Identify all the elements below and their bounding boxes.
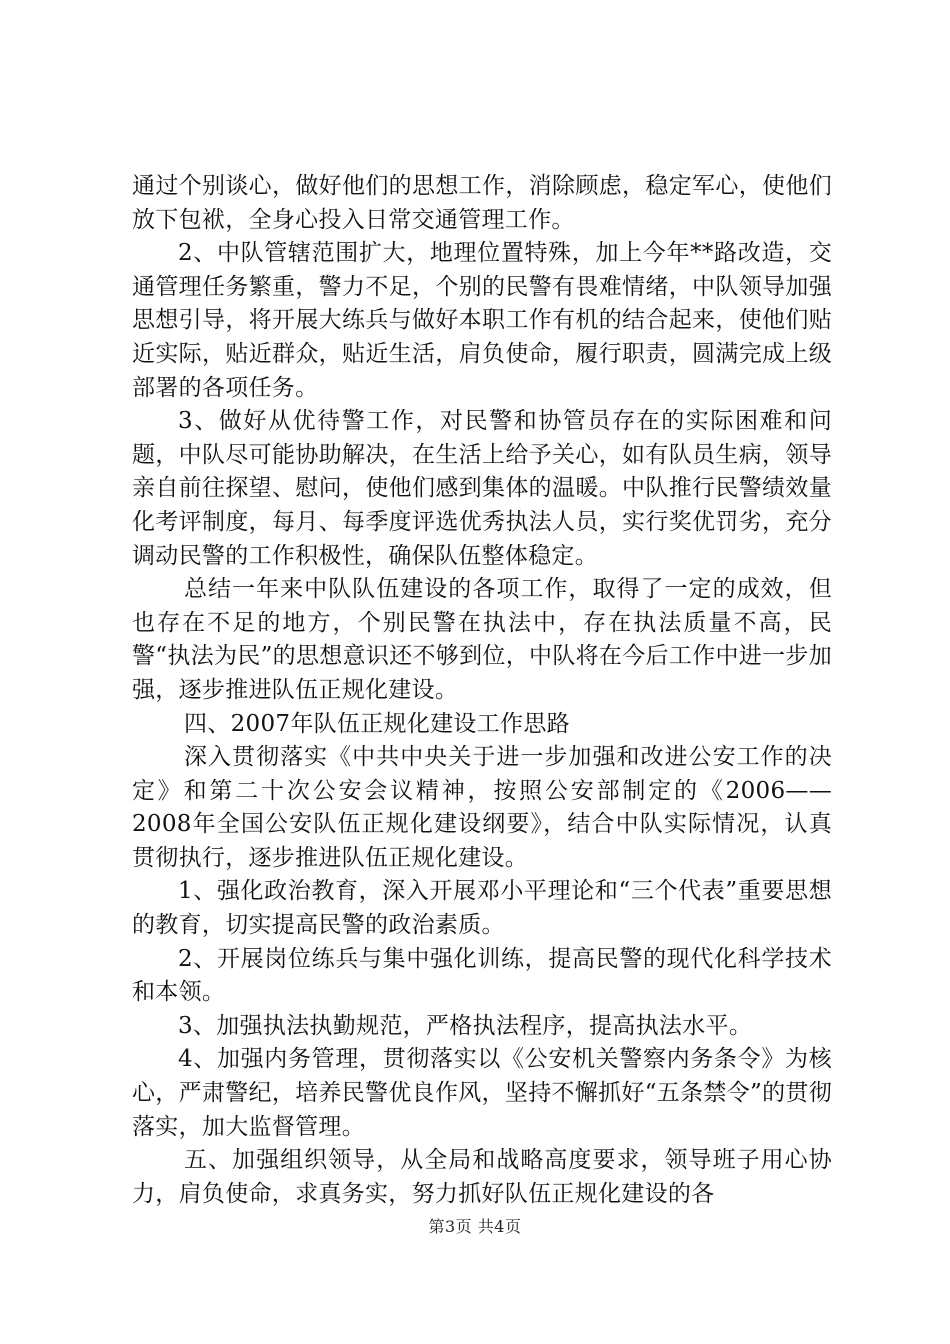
paragraph-5: 深入贯彻落实《中共中央关于进一步加强和改进公安工作的决定》和第二十次公安会议精神，按照公安部制定的《2006——2008年全国公安队伍正规化建设纲要》，结合中队实际情况，认真贯彻执行，逐步推进队伍正规化建设。 [132,744,832,871]
paragraph-6: 1、强化政治教育，深入开展邓小平理论和“三个代表”重要思想的教育，切实提高民警的政治素质。 [132,878,832,939]
section-heading-4: 四、2007年队伍正规化建设工作思路 [184,710,570,737]
paragraph-8: 3、加强执法执勤规范，严格执法程序，提高执法水平。 [178,1012,753,1039]
paragraph-2: 2、中队管辖范围扩大，地理位置特殊，加上今年**路改造，交通管理任务繁重，警力不足，个别的民警有畏难情绪，中队领导加强思想引导，将开展大练兵与做好本职工作有机的结合起来，使他们贴近实际，贴近群众，贴近生活，肩负使命，履行职责，圆满完成上级部署的各项任务。 [132,240,832,401]
paragraph-3: 3、做好从优待警工作，对民警和协管员存在的实际困难和问题，中队尽可能协助解决，在生活上给予关心，如有队员生病，领导亲自前往探望、慰问，使他们感到集体的温暖。中队推行民警绩效量化考评制度，每月、每季度评选优秀执法人员，实行奖优罚劣，充分调动民警的工作积极性，确保队伍整体稳定。 [132,408,832,569]
page-footer: 第3页 共4页 [428,1217,522,1236]
paragraph-1: 通过个别谈心，做好他们的思想工作，消除顾虑，稳定军心，使他们放下包袱，全身心投入日常交通管理工作。 [132,173,832,233]
paragraph-7: 2、开展岗位练兵与集中强化训练，提高民警的现代化科学技术和本领。 [132,945,832,1006]
paragraph-4: 总结一年来中队队伍建设的各项工作，取得了一定的成效，但也存在不足的地方，个别民警在执法中，存在执法质量不高，民警“执法为民”的思想意识还不够到位，中队将在今后工作中进一步加强，逐步推进队伍正规化建设。 [132,576,832,703]
document-body [132,170,832,1211]
paragraph-9: 4、加强内务管理，贯彻落实以《公安机关警察内务条令》为核心，严肃警纪，培养民警优良作风，坚持不懈抓好“五条禁令”的贯彻落实，加大监督管理。 [132,1046,832,1140]
paragraph-10: 五、加强组织领导，从全局和战略高度要求，领导班子用心协力，肩负使命，求真务实，努力抓好队伍正规化建设的各 [132,1147,832,1207]
